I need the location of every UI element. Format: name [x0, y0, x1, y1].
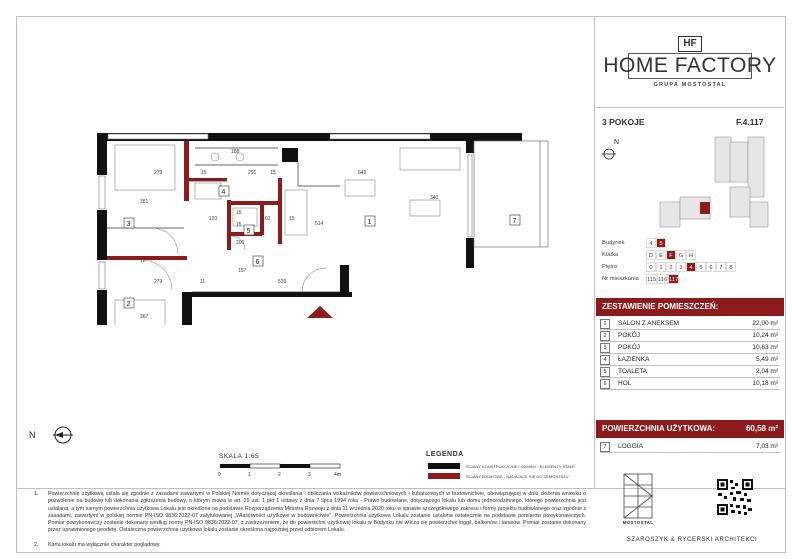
- dim: 188: [231, 149, 240, 155]
- qr-code-icon: [716, 478, 754, 516]
- logo-group: GRUPA MOSTOSTAL: [653, 82, 727, 88]
- scale-title: SKALA 1:65: [219, 453, 260, 460]
- cell: 4: [646, 238, 656, 248]
- cell: 7: [716, 262, 726, 272]
- dim: 340: [430, 195, 439, 201]
- cell: 116: [657, 274, 668, 284]
- scale-bar: [215, 462, 355, 482]
- cell: 8: [726, 262, 736, 272]
- room-no: 7: [600, 442, 610, 452]
- bed-room-2: [115, 300, 165, 325]
- header-rule: [596, 107, 784, 108]
- room-no: 2: [600, 331, 610, 341]
- sink: [211, 153, 219, 161]
- room-no: 5: [600, 367, 610, 377]
- note-number: 1.: [34, 491, 39, 497]
- room-name: HOL: [618, 380, 632, 387]
- room-name: POKÓJ: [618, 332, 641, 339]
- compass-label: N: [29, 430, 36, 440]
- cell: G: [676, 250, 686, 260]
- coffee-table: [410, 200, 440, 216]
- cell-selected: 4: [686, 262, 696, 272]
- compass-icon: [27, 423, 77, 447]
- room-area: 10,63 m²: [752, 344, 778, 351]
- room-number-4: 4: [221, 189, 226, 196]
- schedule-row: [600, 330, 780, 342]
- dim: 381: [140, 199, 149, 205]
- cell: 1: [656, 262, 666, 272]
- legend-title: LEGENDA: [426, 451, 464, 458]
- total-area-bar: [596, 420, 784, 438]
- dim: 539: [278, 279, 287, 285]
- dim: 367: [140, 314, 149, 320]
- dim: 11: [200, 279, 206, 285]
- cell: 5: [696, 262, 706, 272]
- room-name: POKÓJ: [618, 344, 641, 351]
- dim: 15: [236, 222, 242, 228]
- loggia-outline: [474, 141, 548, 247]
- structural-walls: [97, 133, 522, 325]
- room-no: 1: [600, 319, 610, 329]
- room-area: 5,49 m²: [755, 356, 778, 363]
- wardrobe: [285, 190, 307, 235]
- legend-label-partition: ŚCIANY DZIAŁOWE - NADAJĄCE SIĘ DO DEMONTAŻU: [466, 474, 569, 479]
- scale-tick: 4m: [334, 472, 341, 478]
- dim: 120: [209, 216, 218, 222]
- apartment-id: F.4.117: [736, 117, 764, 127]
- dim: 291: [248, 170, 257, 176]
- schedule-row: [600, 342, 780, 354]
- cell: H: [686, 250, 696, 260]
- label: Nr mieszkania: [602, 276, 639, 282]
- dim: 15: [270, 170, 276, 176]
- room-area: 22,00 m²: [752, 320, 778, 327]
- cell: 115: [646, 274, 657, 284]
- room-area: 7,03 m²: [755, 443, 778, 450]
- schedule-row: [600, 354, 780, 366]
- legend-label-structural: ŚCIANY KONSTRUKCYJNE I KOMINY - ELEMENTY STAŁE: [466, 464, 575, 469]
- entrance-marker: [307, 306, 333, 318]
- site-plan: [600, 132, 785, 232]
- bed-room-3: [115, 145, 175, 190]
- room-name: SALON Z ANEKSEM: [618, 320, 680, 327]
- cell: 2: [666, 262, 676, 272]
- dining-table: [345, 180, 375, 196]
- note-text: Karta lokalu ma wyłącznie charakter poglądowy.: [48, 542, 161, 548]
- dim: 15: [236, 210, 242, 216]
- room-name: ŁAZIENKA: [618, 356, 650, 363]
- room-number-5: 5: [246, 228, 251, 235]
- cell-selected: F: [666, 250, 676, 260]
- loggia-row: [600, 441, 780, 453]
- interior-lines: [107, 148, 340, 292]
- room-area: 10,24 m²: [752, 332, 778, 339]
- schedule-row: [600, 318, 780, 330]
- room-no: 6: [600, 379, 610, 389]
- dim: 15: [289, 216, 295, 222]
- schedule-row: [600, 366, 780, 378]
- dim: 160: [262, 216, 271, 222]
- dim: 15: [201, 170, 207, 176]
- scale-tick: 2: [278, 472, 281, 478]
- dim: 200: [236, 240, 245, 246]
- dim: 11: [140, 258, 146, 264]
- room-no: 3: [600, 343, 610, 353]
- vertical-divider: [594, 16, 595, 488]
- floor-plan: [20, 125, 590, 325]
- scale-tick: 1: [248, 472, 251, 478]
- room-number-3: 3: [126, 221, 131, 228]
- room-labels: [124, 186, 520, 308]
- total-value: 60,58 m²: [745, 424, 778, 433]
- dim: 279: [154, 170, 163, 176]
- room-area: 2,04 m²: [755, 368, 778, 375]
- schedule-title: ZESTAWIENIE POMIESZCZEŃ:: [596, 298, 784, 316]
- room-name: TOALETA: [618, 368, 648, 375]
- cell: 6: [706, 262, 716, 272]
- total-label: POWIERZCHNIA UŻYTKOWA:: [602, 424, 716, 433]
- schedule-row: [600, 378, 780, 390]
- room-no: 4: [600, 355, 610, 365]
- site-compass-label: N: [614, 139, 620, 146]
- label: Piętro: [602, 264, 618, 270]
- architects-credit: SZAROSZYK & RYCERSKI ARCHITEKCI: [626, 537, 758, 543]
- horizontal-divider: [16, 488, 786, 489]
- room-name: LOGGIA: [618, 443, 643, 450]
- mostostal-logo-icon: [620, 470, 656, 520]
- logo-name: HOME FACTORY: [603, 54, 777, 77]
- legend-swatch-structural: [428, 463, 460, 469]
- note-number: 2.: [34, 542, 39, 548]
- mostostal-label: MOSTOSTAL: [622, 520, 654, 525]
- apartment-location: [700, 202, 710, 214]
- cell: 0: [646, 262, 656, 272]
- room-number-2: 2: [126, 301, 131, 308]
- dim: 649: [358, 170, 367, 176]
- room-number-6: 6: [255, 259, 260, 266]
- cell: E: [656, 250, 666, 260]
- furniture: [115, 145, 460, 325]
- scale-tick: 3: [308, 472, 311, 478]
- dim: 279: [154, 279, 163, 285]
- note-text: Powierzchnię użytkową ustala się zgodnie z zasadami zawartymi w Polskiej Normie dotyczącej określania i obliczania wskaźników powierzchniowych i kubaturowych w budownictwie, obowiązującej w dniu złożenia wniosku o pozwolenie na budowę lub dokonania zgłoszenia budowy, o którym mowa w art. 29 ust. 1 pkt 1 ustawy z dnia 7 lipca 1994 roku - Prawo budowlane, dotyczącego lokalu lub domu jednorodzinnego, którego powierzchnia jest ustalana, a tym samym powierzchnia użytkowa Lokalu jest określona na podstawie Rozporządzenia Ministra Rozwoju z dnia 11 września 2020 roku w sprawie szczegółowego zakresu i formy projektu budowlanego oraz zgodnie z zasadami, zawartymi w polskiej normie PN-ISO 9836:2022-07 zatytułowanej „Właściwości użytkowe w budownictwie". Powierzchnia użytkowa Lokalu zostanie ustalona ostatecznie na podstawie pomiarów powykonawczych. Pomiar powykonawczy zostanie dokonany według normy PN-ISO 9836:2022-07, z zastrzeżeniem, że do powierzchni użytkowej lokalu w Budynku nie wlicza się powierzchni loggii, balkonów i tarasów. Pomiar zostanie dokonany przez uprawnionego geodetę. Ostateczna powierzchnia użytkowa lokalu zostanie określona najpóźniej przed odbiorem Lokalu.: [48, 491, 586, 534]
- legend-swatch-partition: [428, 473, 460, 479]
- label: Budynek: [602, 240, 625, 246]
- room-area: 10,18 m²: [752, 380, 778, 387]
- sofa: [400, 148, 460, 170]
- logo-monogram: HF: [678, 36, 702, 52]
- dim: 157: [238, 268, 247, 274]
- dim: 514: [315, 221, 324, 227]
- label: Klatka: [602, 252, 619, 258]
- partition-walls: [107, 141, 282, 260]
- home-factory-logo: [596, 20, 784, 106]
- bathtub: [195, 183, 221, 199]
- cell: 3: [676, 262, 686, 272]
- cell-selected: 117: [668, 274, 679, 284]
- scale-tick: 0: [218, 472, 221, 478]
- cell: D: [646, 250, 656, 260]
- room-number-1: 1: [367, 219, 372, 226]
- cell-selected: 5: [656, 238, 666, 248]
- rooms-count: 3 POKOJE: [602, 117, 645, 127]
- room-number-7: 7: [512, 218, 517, 225]
